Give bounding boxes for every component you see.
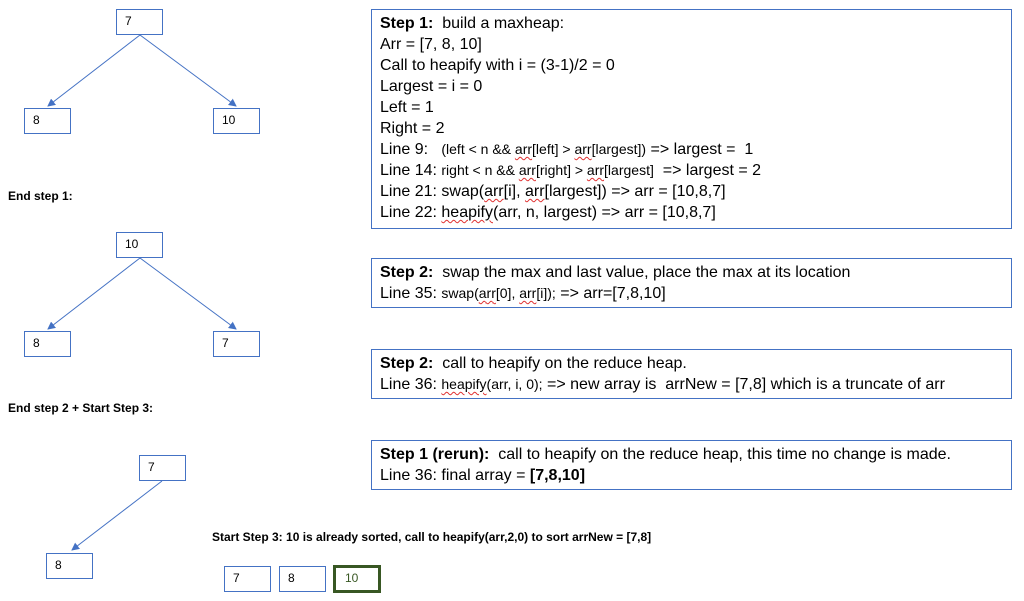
line35-prefix: Line 35: [380,285,442,302]
line36-code-args: (arr, i, 0); [486,376,543,392]
line9-code-arr1: arr [514,141,533,157]
rerun-title: Step 1 (rerun): [380,446,490,463]
tree2-root-node: 10 [116,232,163,258]
end-step2-label: End step 2 + Start Step 3: [8,401,154,415]
array-cell-2-sorted: 10 [333,565,381,593]
step1-call-line: Call to heapify with i = (3-1)/2 = 0 [380,57,615,74]
step1-right-line: Right = 2 [380,120,445,137]
line9-result: => largest = 1 [646,141,754,158]
step1-line14 [380,160,1003,181]
step2-heapify-box [371,349,1012,399]
line14-code-c: [right] > [535,162,587,178]
step2-line35 [380,283,1003,304]
line22-code-heapify: heapify [441,204,493,221]
line14-code-arr1: arr [518,162,536,178]
rerun-title-rest: call to heapify on the reduce heap, this time no change is made. [489,446,951,463]
rerun-final-array: [7,8,10] [529,467,586,484]
edge-7-to-10 [140,35,236,106]
line21-prefix: Line 21: [380,183,442,200]
line21-code-e: [largest]) [544,183,607,200]
step2-heapify-title-rest: call to heapify on the reduce heap. [433,355,687,372]
line9-code-c: [left] > [532,141,575,157]
line35-code-c: [0], [495,285,520,301]
step2-heapify-title: Step 2: [380,355,434,372]
end-step1-label: End step 1: [8,189,73,203]
step2-line36 [380,374,1003,395]
step1-left-line: Left = 1 [380,99,434,116]
tree3-left-node: 8 [46,553,93,579]
step1-line21 [380,181,1003,202]
step1-box [371,9,1012,229]
tree1-left-node: 8 [24,108,71,134]
tree1-root-node: 7 [116,9,163,35]
step2-heapify-title-line [380,353,1003,374]
step2-swap-title-rest: swap the max and last value, place the max at its location [433,264,851,281]
step1-arr-line: Arr = [7, 8, 10] [380,36,482,53]
tree1-right-node: 10 [213,108,260,134]
edge-7-to-8 [48,35,140,106]
line35-result: => arr=[7,8,10] [555,285,666,302]
tree2-right-node: 7 [213,331,260,357]
line21-code-arr2: arr [524,183,545,200]
step1-line9 [380,139,1003,160]
edge-10-to-7 [140,258,236,329]
start-step3-label: Start Step 3: 10 is already sorted, call to heapify(arr,2,0) to sort arrNew = [7,8] [212,530,652,544]
line9-code-a: (left < n && [441,141,515,157]
line35-code-arr2: arr [519,285,537,301]
line35-code-a: swap( [441,285,479,301]
line35-code-e: [i]); [536,285,556,301]
step1-title: Step 1: [380,15,434,32]
line14-code-arr2: arr [586,162,605,178]
step1-rerun-box [371,440,1012,490]
tree3-root-node: 7 [139,455,186,481]
step1-line22 [380,202,1003,223]
step2-swap-box [371,258,1012,308]
line14-result: => largest = 2 [653,162,762,179]
line36-prefix: Line 36: [380,376,442,393]
line21-code-arr1: arr [484,183,504,200]
line36-code-heapify: heapify [441,376,487,392]
rerun-final-line [380,465,1003,486]
line9-prefix: Line 9: [380,141,442,158]
line14-prefix: Line 14: [380,162,442,179]
edge-10-to-8 [48,258,140,329]
step2-swap-title: Step 2: [380,264,434,281]
step1-largest-line: Largest = i = 0 [380,78,483,95]
line14-code-e: [largest] [604,162,654,178]
tree2-left-node: 8 [24,331,71,357]
line21-result: => arr = [10,8,7] [606,183,726,200]
step1-title-rest: build a maxheap: [433,15,565,32]
line21-code-a: swap( [441,183,485,200]
line22-prefix: Line 22: [380,204,442,221]
line9-code-e: [largest]) [591,141,647,157]
step1-title-line [380,13,1003,34]
rerun-final-prefix: Line 36: final array = [380,467,530,484]
line22-code-args: (arr, n, largest) [492,204,598,221]
line21-code-c: [i], [503,183,525,200]
array-cell-0: 7 [224,566,271,592]
step2-swap-title-line [380,262,1003,283]
line36-result: => new array is arrNew = [7,8] which is a truncate of arr [542,376,945,393]
line9-code-arr2: arr [574,141,592,157]
line22-result: => arr = [10,8,7] [597,204,716,221]
array-cell-1: 8 [279,566,326,592]
edge-7-to-8-reduced [72,481,162,550]
rerun-title-line [380,444,1003,465]
line14-code-a: right < n && [441,162,519,178]
line35-code-arr1: arr [478,285,496,301]
